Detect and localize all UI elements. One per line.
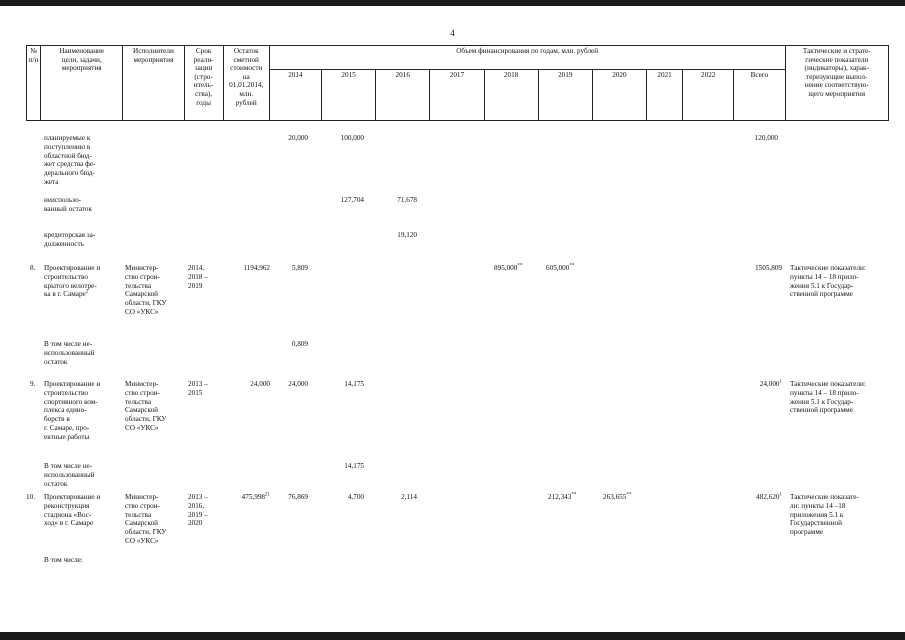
header-indicators: Тактические и страте- гические показатели (индикаторы), харак- теризующие выпол- нение соответствую- щего мероприятия <box>785 46 889 121</box>
cell-value: 482,620$^1$ <box>756 492 782 501</box>
row-indicators: Тактические показатели: пункты 14 – 18 прило- жения 5.1 к Государ- ственной программе <box>790 380 866 415</box>
header-num: № п/п <box>27 46 41 121</box>
row-text: В том числе: <box>44 556 83 564</box>
row-name: Проектирование и строительство крытого велотре- ка в г. Самаре$^2$ <box>44 264 101 299</box>
row-balance: 1194,962 <box>243 264 270 272</box>
row-name: Проектирование и реконструкция стадиона «Вос- ход» в г. Самаре <box>44 493 101 528</box>
cell-value: 605,000** <box>546 263 575 272</box>
cell-value: 20,000 <box>288 134 308 142</box>
header-term: Срок реали- зации (стро- итель- ства), годы <box>184 46 223 121</box>
header-funding: Объем финансирования по годам, млн. рублей <box>269 46 785 70</box>
row-text: неиспользо- ванный остаток <box>44 196 92 213</box>
row-executor: Министер- ство строи- тельства Самарской области, ГКУ СО «УКС» <box>125 380 167 432</box>
cell-value: 71,678 <box>397 196 417 204</box>
row-term: 2013 – 2016, 2019 – 2020 <box>188 493 208 528</box>
year-2016: 2016 <box>376 70 430 121</box>
cell-value: 127,704 <box>340 196 364 204</box>
row-number: 9. <box>30 380 36 388</box>
year-2019: 2019 <box>538 70 592 121</box>
row-term: 2014, 2018 – 2019 <box>188 264 208 290</box>
cell-value: 14,175 <box>344 380 364 388</box>
year-2014: 2014 <box>269 70 321 121</box>
cell-value: 100,000 <box>340 134 364 142</box>
cell-value: 19,120 <box>397 231 417 239</box>
year-2021: 2021 <box>647 70 683 121</box>
cell-value: 1505,809 <box>755 264 782 272</box>
cell-value: 4,700 <box>347 493 364 501</box>
year-2015: 2015 <box>321 70 375 121</box>
header-balance: Остаток сметной стоимости на 01.01.2014, млн. рублей <box>223 46 269 121</box>
row-term: 2013 – 2015 <box>188 380 208 397</box>
cell-value: 14,175 <box>344 462 364 470</box>
cell-value: 895,000** <box>494 263 523 272</box>
row-number: 10. <box>26 493 35 501</box>
row-indicators: Тактические показатели: пункты 14 – 18 прило- жения 5.1 к Государ- ственной программе <box>790 264 866 299</box>
row-balance: 475,998$^{21}$ <box>241 492 270 501</box>
bottom-border <box>0 632 905 640</box>
cell-value: 212,343** <box>548 492 577 501</box>
table-header <box>26 45 889 121</box>
cell-value: 2,114 <box>401 493 417 501</box>
row-executor: Министер- ство строи- тельства Самарской области, ГКУ СО «УКС» <box>125 264 167 316</box>
row-text: В том числе не- использованный остаток <box>44 462 95 488</box>
row-indicators: Тактические показате- ли: пункты 14 –18 приложения 5.1 к Государственной программе <box>790 493 859 537</box>
year-2018: 2018 <box>484 70 538 121</box>
header-name: Наименование цели, задачи, мероприятия <box>41 46 123 121</box>
row-executor: Министер- ство строи- тельства Самарской области, ГКУ СО «УКС» <box>125 493 167 545</box>
cell-value: 76,869 <box>288 493 308 501</box>
row-text: В том числе не- использованный остаток <box>44 340 95 366</box>
cell-value: 24,000$^1$ <box>759 379 782 388</box>
page-number: 4 <box>450 28 455 38</box>
year-2022: 2022 <box>683 70 734 121</box>
row-text: планируемые к поступлению в областной бюд- жет средства фе- дерального бюд- жета <box>44 134 96 186</box>
cell-value: 5,809 <box>291 264 308 272</box>
top-border <box>0 0 905 6</box>
cell-value: 0,809 <box>291 340 308 348</box>
cell-value: 263,655** <box>603 492 632 501</box>
year-2020: 2020 <box>592 70 646 121</box>
row-balance: 24,000 <box>250 380 270 388</box>
row-name: Проектирование и строительство спортивного ком- плекса едино- борств в г. Самаре, про- ектные работы <box>44 380 101 441</box>
row-number: 8. <box>30 264 36 272</box>
cell-value: 24,000 <box>288 380 308 388</box>
year-2017: 2017 <box>430 70 484 121</box>
cell-value: 120,000 <box>754 134 778 142</box>
header-executors: Исполнители мероприятия <box>123 46 184 121</box>
row-text: кредиторская за- долженность <box>44 231 96 248</box>
year-total: Всего <box>734 70 785 121</box>
